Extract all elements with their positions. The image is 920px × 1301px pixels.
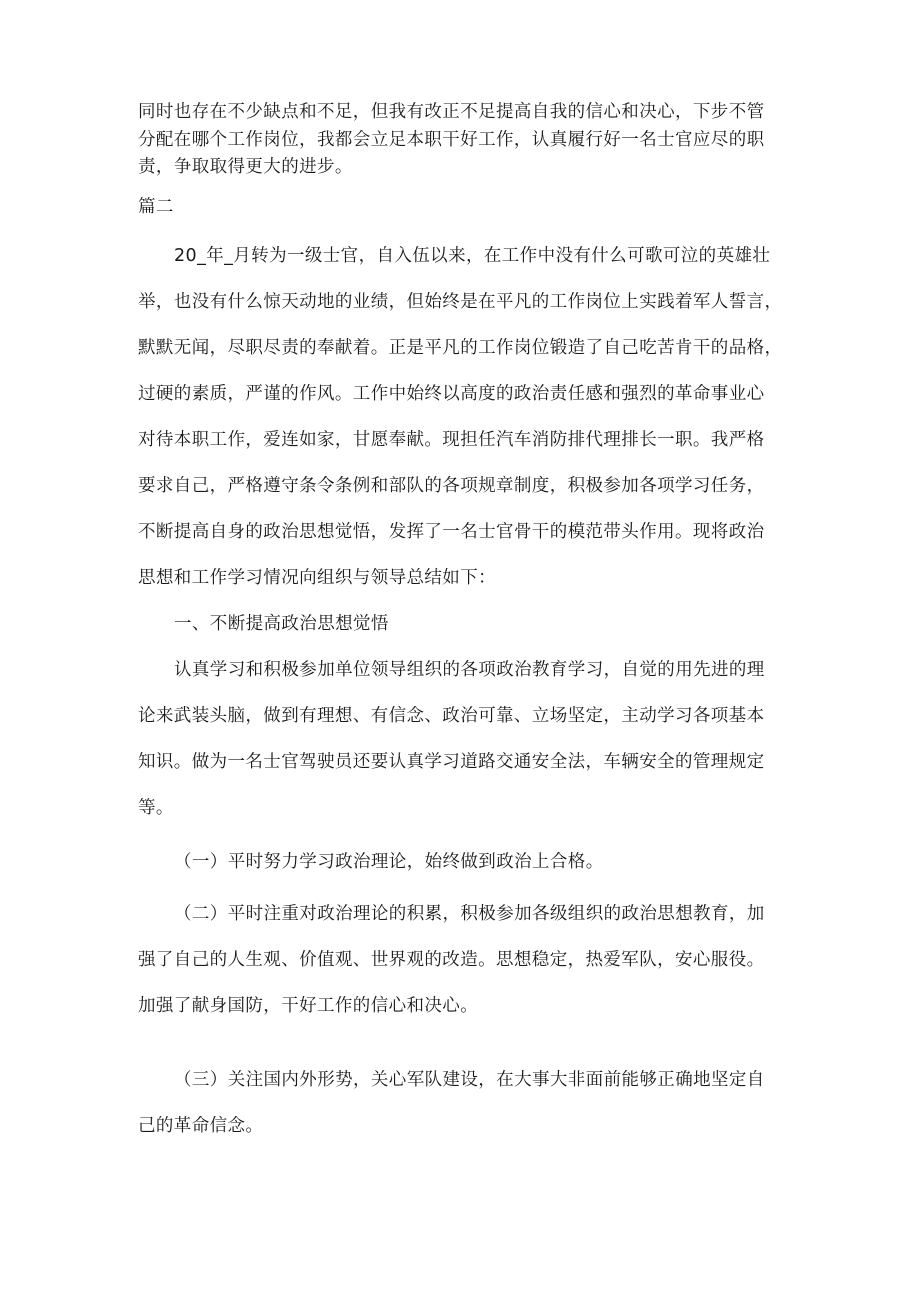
item-3-line-2: 己的革命信念。 — [138, 1116, 264, 1136]
item-3-line-1: （三）关注国内外形势，关心军队建设，在大事大非面前能够正确地坚定自 — [174, 1070, 765, 1090]
subheading-1: 一、不断提高政治思想觉悟 — [174, 614, 389, 634]
para2-line-4: 等。 — [138, 798, 174, 818]
para1-line-3: 默默无闻，尽职尽责的奉献着。正是平凡的工作岗位锻造了自己吃苦肯干的品格， — [138, 338, 783, 358]
para1-line-4: 过硬的素质，严谨的作风。工作中始终以高度的政治责任感和强烈的革命事业心 — [138, 384, 765, 404]
para2-line-3: 知识。做为一名士官驾驶员还要认真学习道路交通安全法，车辆安全的管理规定 — [138, 752, 765, 772]
item-2-line-2: 强了自己的人生观、价值观、世界观的改造。思想稳定，热爱军队，安心服役。 — [138, 950, 765, 970]
intro-line-2: 分配在哪个工作岗位，我都会立足本职干好工作，认真履行好一名士官应尽的职 — [138, 130, 765, 150]
para2-line-2: 论来武装头脑，做到有理想、有信念、政治可靠、立场坚定，主动学习各项基本 — [138, 706, 765, 726]
para1-line-8: 思想和工作学习情况向组织与领导总结如下： — [138, 568, 496, 588]
item-1: （一）平时努力学习政治理论，始终做到政治上合格。 — [174, 852, 604, 872]
para1-line-5: 对待本职工作，爱连如家，甘愿奉献。现担任汽车消防排代理排长一职。我严格 — [138, 430, 765, 450]
para1-line-6: 要求自己，严格遵守条令条例和部队的各项规章制度，积极参加各项学习任务， — [138, 476, 765, 496]
intro-line-3: 责，争取取得更大的进步。 — [138, 157, 353, 177]
section-heading: 篇二 — [138, 197, 174, 217]
para2-line-1: 认真学习和积极参加单位领导组织的各项政治教育学习，自觉的用先进的理 — [174, 660, 765, 680]
item-2-line-1: （二）平时注重对政治理论的积累，积极参加各级组织的政治思想教育，加 — [174, 904, 765, 924]
para1-line-2: 举，也没有什么惊天动地的业绩，但始终是在平凡的工作岗位上实践着军人誓言， — [138, 292, 783, 312]
intro-line-1: 同时也存在不少缺点和不足，但我有改正不足提高自我的信心和决心，下步不管 — [138, 102, 765, 122]
para1-line-7: 不断提高自身的政治思想觉悟，发挥了一名士官骨干的模范带头作用。现将政治 — [138, 522, 765, 542]
item-2-line-3: 加强了献身国防，干好工作的信心和决心。 — [138, 996, 479, 1016]
para1-line-1: 20_年_月转为一级士官，自入伍以来，在工作中没有什么可歌可泣的英雄壮 — [174, 246, 771, 266]
